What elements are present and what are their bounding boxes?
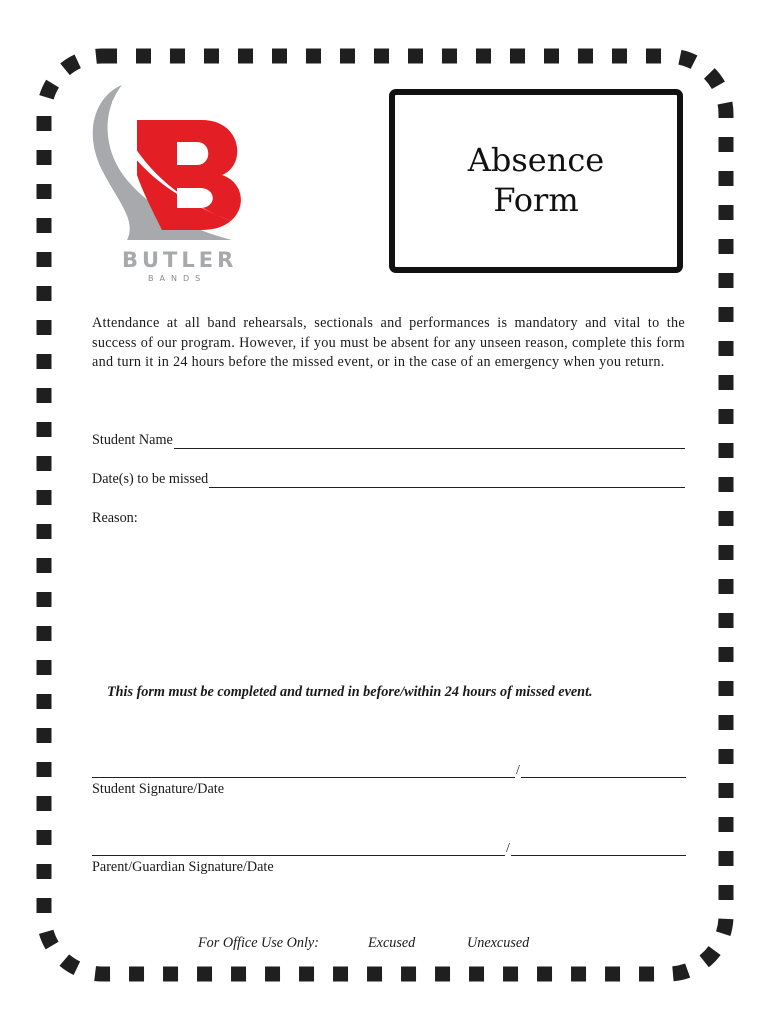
title-line-1: Absence [467, 141, 605, 179]
office-unexcused-option[interactable]: Unexcused [467, 935, 530, 951]
student-signature-slash: / [516, 763, 520, 778]
student-name-field[interactable] [92, 432, 685, 449]
parent-signature-blank[interactable] [92, 841, 505, 856]
parent-signature-slash: / [506, 841, 510, 856]
student-date-blank[interactable] [521, 763, 686, 778]
parent-signature-line[interactable] [92, 840, 686, 856]
reason-field[interactable] [92, 510, 138, 527]
student-signature-line[interactable] [92, 762, 686, 778]
dates-missed-line[interactable] [209, 473, 685, 488]
student-name-line[interactable] [174, 434, 685, 449]
intro-paragraph: Attendance at all band rehearsals, sectionals and performances is mandatory and vital to the success of our program. However, if you must be absent for any unseen reason, complete this form and turn it in 24 hours before the missed event, or in the case of an emergency when you return. [92, 315, 685, 370]
deadline-notice: This form must be completed and turned in before/within 24 hours of missed event. [107, 684, 593, 700]
dates-missed-field[interactable] [92, 471, 685, 488]
title-frame [388, 88, 684, 274]
parent-signature-label: Parent/Guardian Signature/Date [92, 859, 274, 875]
butler-bands-logo [82, 80, 272, 290]
butler-b-logo-icon [82, 80, 272, 250]
title-line-2: Form [493, 181, 579, 219]
office-excused-option[interactable]: Excused [368, 935, 416, 951]
logo-name: BUTLER [122, 248, 238, 272]
student-name-label: Student Name [92, 432, 173, 448]
student-signature-blank[interactable] [92, 763, 515, 778]
office-use-label: For Office Use Only: [198, 935, 319, 951]
logo-subtitle: BANDS [148, 274, 207, 283]
dates-missed-label: Date(s) to be missed [92, 471, 209, 487]
reason-label: Reason: [92, 510, 138, 526]
parent-date-blank[interactable] [511, 841, 686, 856]
student-signature-label: Student Signature/Date [92, 781, 224, 797]
page-title [388, 140, 684, 220]
